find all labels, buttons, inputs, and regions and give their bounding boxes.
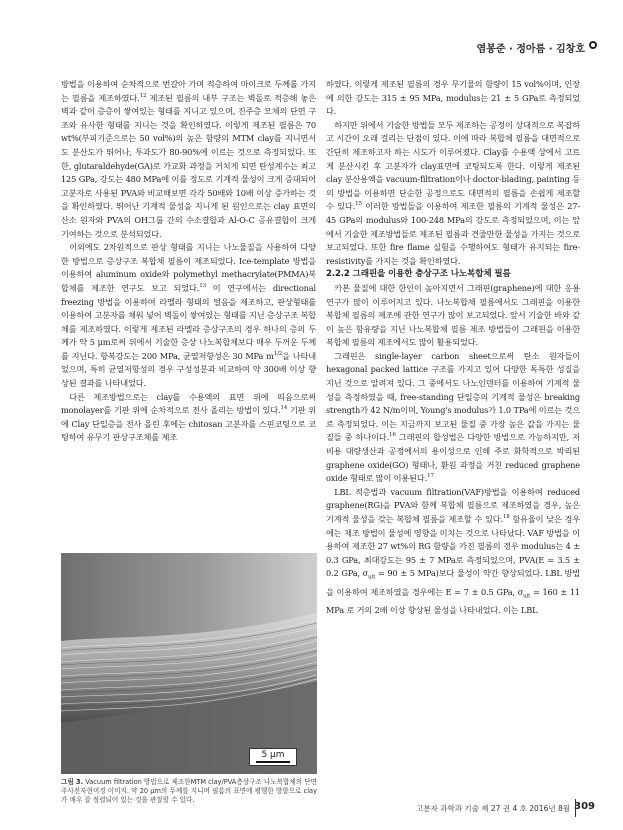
footer-journal: 고분자 과학과 기술 제 27 권 4 호 2016년 8월	[416, 804, 570, 813]
text-run: = 90 ± 5 MPa)보다 물성이 약간 향상되었다. LBL 방법을 이용하여 제조하였을 경우에는 E = 7 ± 0.5 GPa, σ	[326, 568, 580, 597]
sem-layered-structure-graphic	[61, 553, 317, 774]
exponent: 1/2	[273, 350, 283, 357]
text-run: 함유율이 낮은 경우에는 제조 방법이 물성에 영향을 미치는 것으로 나타났다. VAF 방법을 이용하여 제조한 27 wt%의 RG 함량을 가진 필름의 경우 modulus는 4 ± 0.3 GPa, 최대강도는 95 ± 7 MPa로 측정되었으며, PVA(E = 3.5 ± 0.2 GPa, σ	[326, 514, 580, 579]
reference-number: 15	[355, 201, 362, 208]
section-heading: 2.2.2 그래핀을 이용한 층상구조 나노복합체 필름	[326, 269, 511, 280]
paragraph	[326, 119, 580, 269]
right-column	[326, 78, 580, 617]
text-run: 다른 제조방법으로는 clay를 수용액의 표면 위에 띄음으로써 monolayer를 기판 위에 순차적으로 전사 올리는 방법이 있다.	[61, 391, 316, 416]
text-run: 하지만 위에서 기술한 방법들 모두 제조하는 공정이 상대적으로 복잡하고 시간이 오래 걸리는 단점이 있다. 이에 따라 복합체 필름을 대면적으로 간단히 제조하고자 하는 시도가 이루어졌다. Clay를 수용액 상에서 고르게 분산시킨 후 고분자가 clay표면에 코팅되도록 한다. 이렇게 제조된 clay 분산용액을 vacuum-filtration이나 doctor-blading, painting 등의 방법을 이용하면 단순한 공정으로도 대면적의 필름을 손쉽게 제조할 수 있다.	[326, 119, 580, 212]
paragraph	[326, 486, 580, 618]
scale-bar-label: 5 μm	[261, 750, 285, 760]
text-run: 을 나타내었으며, 특히 균열저항성의 경우 구성성분과 비교하여 약 300배 이상 향상된 결과를 나타내었다.	[61, 350, 317, 389]
page-header	[0, 0, 623, 56]
left-column	[61, 78, 316, 445]
reference-number: 16	[389, 432, 396, 439]
reference-number: 18	[502, 514, 510, 520]
paragraph: 카본 물질에 대한 한인이 높아지면서 그래핀(graphene)에 대한 응용 연구가 많이 이루어지고 있다. 나노복합체 필름에서도 그래핀을 이용한 복합체 필름의 제조에 관한 연구가 많이 보고되었다. 앞서 기술한 바와 같이 높은 함유량을 지닌 나노복합체 필름 제조 방법들이 그래핀을 이용한 복합체 필름의 제조에서도 많이 활용되었다.	[326, 282, 580, 348]
text-run: 제조된 필름의 내부 구조는 벽돌로 적층해 놓은 벽과 같이 층층이 쌓여있는 형태를 지니고 있으며, 진주층 모체의 단면 구조와 유사한 형태를 지니는 것을 확인하였다. 이렇게 제조된 필름은 70 wt%(부피기준으로는 50 vol%)의 높은 함량의 MTM clay를 지니면서도 분산도가 뛰어나, 투과도가 80-90%에 이르는 것으로 측정되었다. 또한, glutaraldehyde(GA)로 가교화 과정을 거치게 되면 탄성계수는 최고 125 GPa, 강도는 480 MPa에 이를 정도로 기계적 물성이 크게 증대되어 고분자로 사용된 PVA와 비교해보면 각각 50배와 10배 이상 증가하는 것을 확인하였다. 뛰어난 기계적 물성을 지니게 된 원인으로는 clay 표면의 산소 원자와 PVA의 OH그룹 간의 수소결합과 Al-O-C 공유결합이 크게 기여하는 것으로 분석되었다.	[61, 92, 316, 239]
page-footer	[0, 797, 623, 827]
reference-number: 13	[199, 282, 206, 289]
sem-figure-image	[61, 553, 317, 774]
paragraph: 하였다. 이렇게 제조된 필름의 경우 무기물의 함량이 15 vol%이며, 인장에 의한 강도는 315 ± 95 MPa, modulus는 21 ± 5 GPa로 측정되었다.	[326, 79, 580, 117]
caption-label: 그림 3.	[61, 778, 84, 786]
text-run: 방법을 이용하여 순차적으로 번갈아 가며 적층하여 마이크로 두께를 가지는 필름을 제조하였다.	[61, 79, 316, 103]
paragraph	[326, 350, 580, 486]
text-run: 그래핀은 single-layer carbon sheet으로써 탄소 원자들이 hexagonal packed lattice 구조를 가지고 있어 다양한 독특한 성질을 지닌 것으로 알려져 있다. 그 중에서도 나노인덴터를 이용하여 기계적 물성을 측정하였을 때, free-standing 단일층의 기계적 물성은 breaking strength가 42 N/m이며, Young's modulus가 1.0 TPa에 이르는 것으로 측정되었다. 이는 지금까지 보고된 물질 중 가장 높은 값을 가지는 물질들 중 하나이다.	[326, 350, 580, 443]
reference-number: 17	[427, 473, 434, 480]
header-authors: 염봉준 · 정아름 · 김창호	[476, 44, 585, 55]
text-run: 이러한 방법들을 이용하여 제조한 필름의 기계적 물성은 27-45 GPa의 modulus와 100-248 MPa의 강도로 측정되었으며, 이는 앞에서 기술한 제조방법들로 제조된 필름과 견줄만한 물성을 가지는 것으로 보고되었다. 또한 fire flame 실험을 수행하여도 형태가 유지되는 fire-resistivity를 가지는 것을 확인하였다.	[326, 201, 580, 266]
reference-number: 12	[139, 92, 147, 99]
text-run: 기판 위에 Clay 단일층을 전사 올린 후에는 chitosan 고분자를 스핀코팅으로 코팅하여 유무기 판상구조체를 제조	[61, 405, 317, 443]
scale-bar-line	[256, 761, 290, 763]
text-run: 이 연구에서는 directional freezing 방법을 이용하여 라멜라 형태의 얼음을 제조하고, 판상형태를 이용하여 고분자를 채워 넣어 벽돌이 쌓여있는 형태를 지닌 층상구조 복합체를 제조하였다. 이렇게 제조된 라멜라 층상구조의 경우 하나의 층의 두께가 약 5 μm로써 위에서 기술한 층상 나노복합체보다 매우 두꺼운 두께를 지닌다. 항복강도는 200 MPa, 균열저항성은 30 MPa m	[61, 282, 316, 361]
scale-bar	[249, 748, 297, 766]
circle-bullet-icon	[589, 41, 597, 49]
subscript: ult	[368, 575, 376, 582]
text-run: LBL 적층법과 vacuum filtration(VAF)방법을 이용하여 reduced graphene(RG)을 PVA와 함께 복합체 필름으로 제조하였을 경우, 높은 기계적 물성을 갖는 복합체 필름을 제조할 수 있다.	[326, 486, 580, 524]
caption-text: Vacuum filtration 방법으로 제조한MTM clay/PVA층상구조 나노복합체의 단면 주사전자현미경 이미지. 약 20 μm의 두께를 지니며 필름의 표면에 평행한 방향으로 clay가 매우 잘 정렬되어 있는 것을 관찰할 수 있다.	[61, 778, 317, 805]
reference-number: 14	[280, 405, 288, 412]
page-number: 309	[574, 801, 595, 812]
text-run: 이외에도 2차원적으로 판상 형태를 지니는 나노물질을 사용하여 다양한 방법으로 층상구조 복합체 필름이 제조되었다. Ice-template 방법을 이용하여 aluminum oxide와 polymethyl methacrylate(PMMA)복합체를 제조한 연구도 보고 되었다.	[61, 242, 316, 293]
paragraph	[61, 78, 316, 241]
text-run: = 160 ± 11 MPa 로 거의 2배 이상 향상된 물성을 나타내었다. 이는 LBL	[326, 586, 580, 615]
paragraph	[61, 241, 316, 391]
paragraph	[61, 391, 316, 445]
subscript: ult	[523, 593, 531, 600]
text-run: 그래핀의 합성법은 다양한 방법으로 가능하지만, 저비용 대량생산과 공정에서의 용이성으로 인해 주로 화학적으로 박리된 graphene oxide(GO) 형태나, 환원 과정을 거친 reduced graphene oxide 형태로 많이 이용된다.	[326, 432, 580, 484]
